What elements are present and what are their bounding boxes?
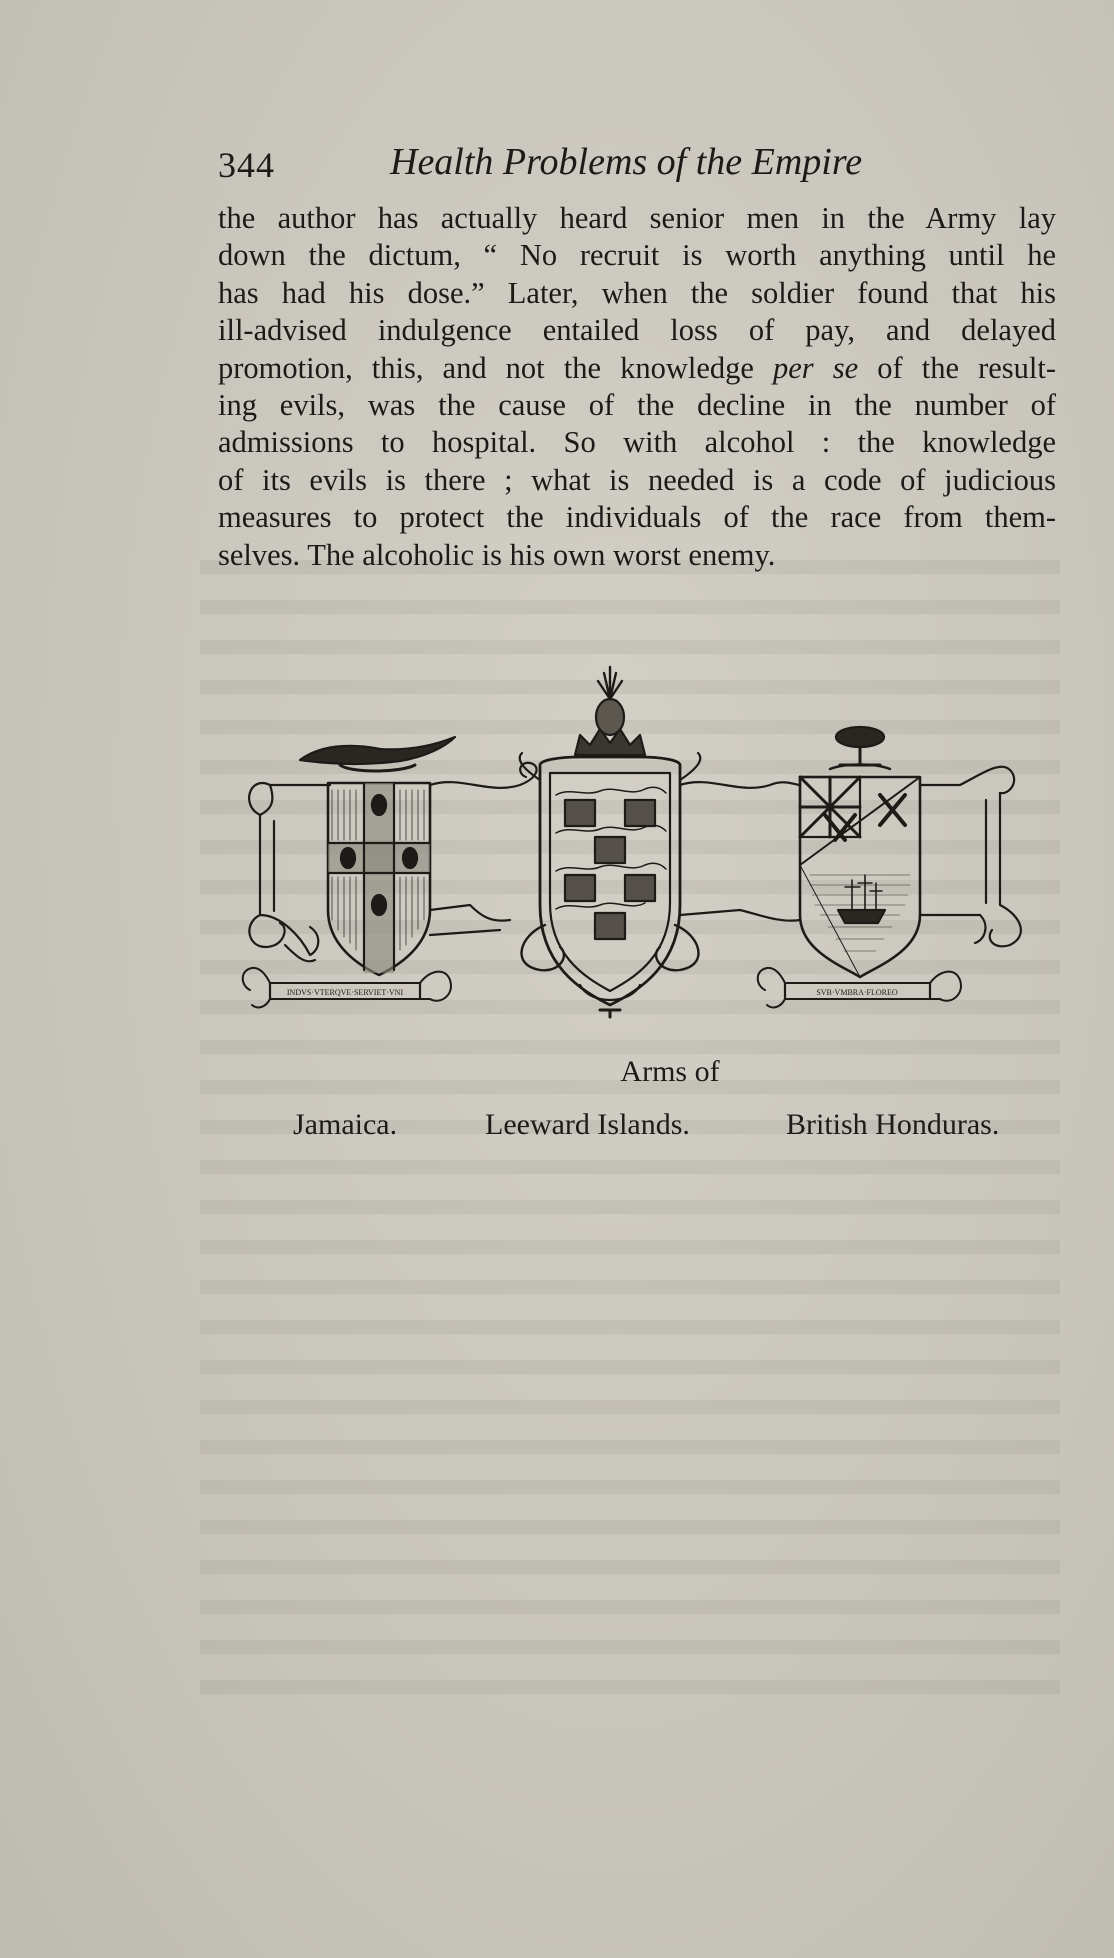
- text-line: the author has actually heard senior men in the Army lay: [218, 201, 1056, 235]
- leeward-crest: [575, 667, 645, 755]
- british-honduras-shield: [800, 777, 920, 977]
- running-title: Health Problems of the Empire: [390, 141, 863, 183]
- text-line: measures to protect the individuals of the race from them-: [218, 500, 1056, 535]
- leeward-islands-shield: [540, 757, 680, 1005]
- text-line: of its evils is there ; what is needed is a code of judicious: [218, 462, 1056, 497]
- jamaica-shield: [328, 783, 430, 975]
- right-motto-text: SVB·VMBRA·FLOREO: [816, 988, 898, 997]
- text-line: promotion, this, and not the knowledge per se of the result-: [218, 350, 1057, 385]
- coats-of-arms-illustration: [240, 665, 1050, 1035]
- text-line: ing evils, was the cause of the decline in the number of: [218, 387, 1056, 422]
- right-mantling: [920, 767, 1021, 947]
- caption-leeward-islands: Leeward Islands.: [485, 1108, 690, 1141]
- right-motto-scroll: [758, 968, 961, 1008]
- text-line: selves. The alcoholic is his own worst enemy.: [218, 537, 776, 572]
- text-line: admissions to hospital. So with alcohol : the knowledge: [218, 425, 1056, 460]
- jamaica-crest: [300, 737, 455, 771]
- text-line: has had his dose.” Later, when the soldier found that his: [218, 275, 1056, 310]
- running-header: [218, 140, 1058, 190]
- caption-jamaica: Jamaica.: [293, 1108, 398, 1141]
- left-motto-text: INDVS·VTERQVE·SERVIET·VNI: [286, 988, 404, 997]
- text-line: down the dictum, “ No recruit is worth anything until he: [218, 238, 1056, 273]
- italic-phrase: per se: [773, 350, 859, 385]
- left-mantling: [249, 783, 330, 961]
- body-paragraph: [218, 200, 1056, 574]
- page-number: 344: [218, 145, 275, 185]
- text-line: ill-advised indulgence entailed loss of pay, and delayed: [218, 313, 1056, 348]
- caption-title: Arms of: [620, 1055, 720, 1088]
- british-honduras-crest: [830, 727, 890, 769]
- left-motto-scroll: [243, 968, 451, 1008]
- caption-british-honduras: British Honduras.: [786, 1108, 1000, 1141]
